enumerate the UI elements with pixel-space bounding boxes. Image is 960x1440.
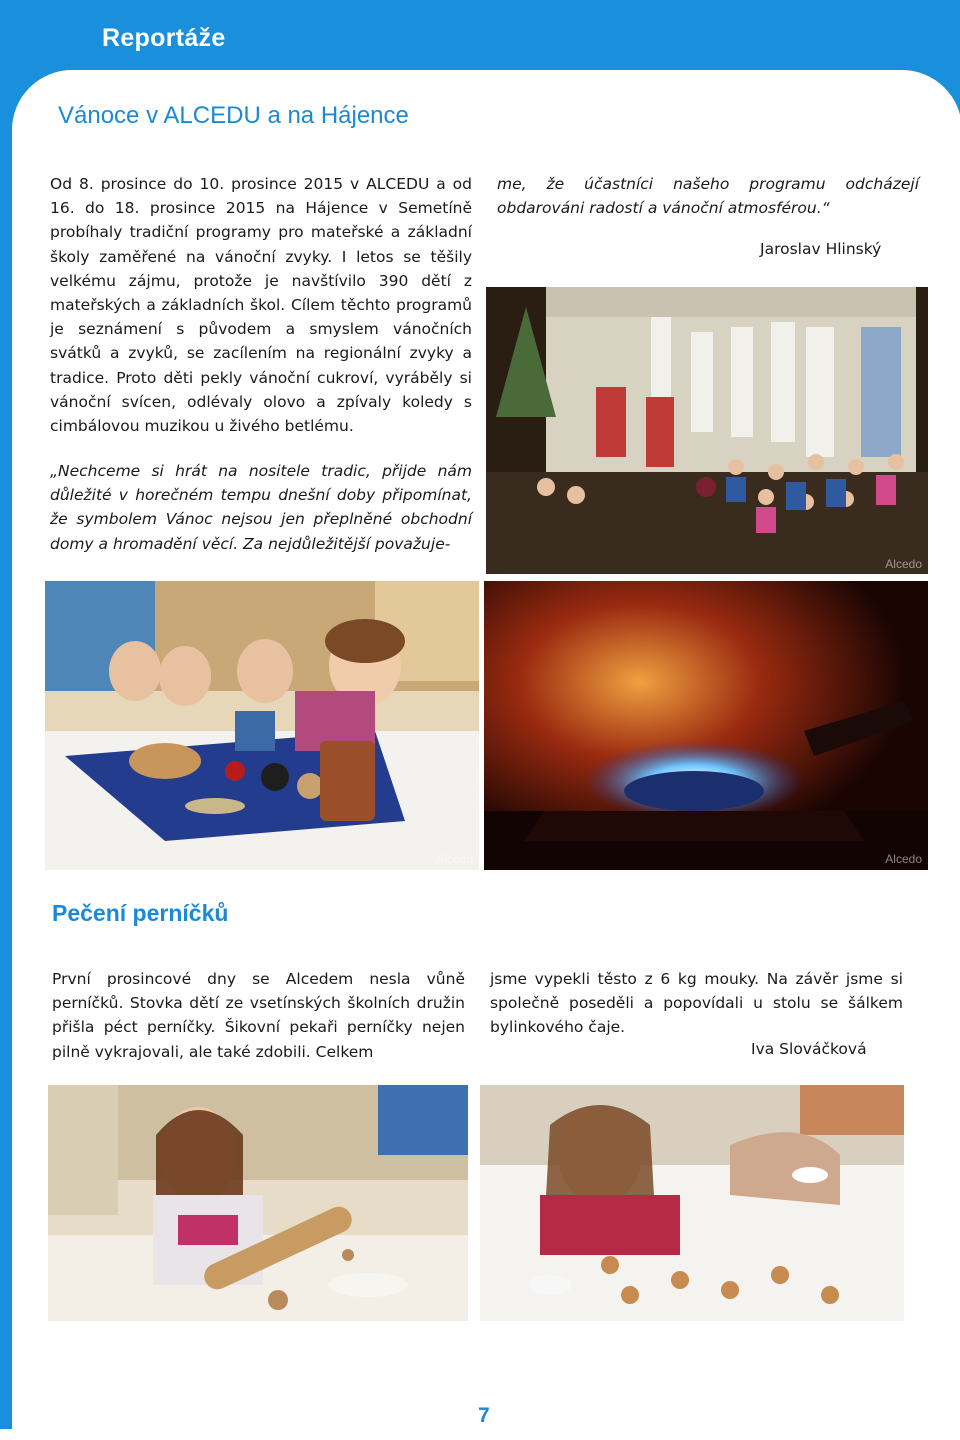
page-number: 7 xyxy=(478,1404,490,1427)
gas-flame-watermark: Alcedo xyxy=(885,852,922,866)
gingerbread-text-right: jsme vypekli těsto z 6 kg mouky. Na závěr jsme si společně poseděli a popovídali u stolu se šálkem bylinkového čaje. xyxy=(490,970,903,1037)
girl-rolling-pin-photo xyxy=(48,1085,468,1321)
author-signature: Jaroslav Hlinský xyxy=(760,240,882,258)
children-table-watermark: Alcedo xyxy=(436,852,473,866)
quote-left-column: „Nechceme si hrát na nositele tradic, přijde nám důležité v horečném tempu dnešní doby připomínat, že symbolem Vánoc nejsou jen přeplněné obchodní domy a hromadění věcí. Za nejdůležitější považuje- xyxy=(50,462,472,553)
gingerbread-text-left: První prosincové dny se Alcedem nesla vůně perníčků. Stovka dětí ze vsetínských školních družin přišla péct perníčky. Šikovní pekaři perníčky nejen pilně vykrajovali, ale také zdobili. Celkem xyxy=(52,970,465,1061)
article-intro-paragraph: Od 8. prosince do 10. prosince 2015 v ALCEDU a od 16. do 18. prosince 2015 na Hájence v Semetíně probíhaly tradiční programy pro mateřské a základní školy zaměřené na vánoční zvyky. I letos se těšily velkému zájmu, protože je navštívilo 390 dětí z mateřských a základních škol. Cílem těchto programů je seznámení s původem a smyslem vánočních svátků a zvyků, se zacílením na regionální zvyky a tradice. Proto děti pekly vánoční cukroví, vyráběly si vánoční svícen, odlévaly olovo a zpívaly koledy s cimbálovou muzikou u živého betlému. xyxy=(50,175,472,436)
article2-title: Pečení perníčků xyxy=(52,900,229,926)
gas-flame-photo xyxy=(484,581,928,870)
section-header: Reportáže xyxy=(102,24,226,52)
nativity-scene-photo xyxy=(486,287,928,574)
author-signature-2: Iva Slováčková xyxy=(751,1040,867,1058)
quote-right-column: me, že účastníci našeho programu odcházejí obdarováni radostí a vánoční atmosférou.“ xyxy=(497,175,919,218)
nativity-watermark: Alcedo xyxy=(885,557,922,571)
girl-decorating-photo xyxy=(480,1085,904,1321)
children-at-table-photo xyxy=(45,581,479,870)
article-title: Vánoce v ALCEDU a na Hájence xyxy=(58,102,409,129)
